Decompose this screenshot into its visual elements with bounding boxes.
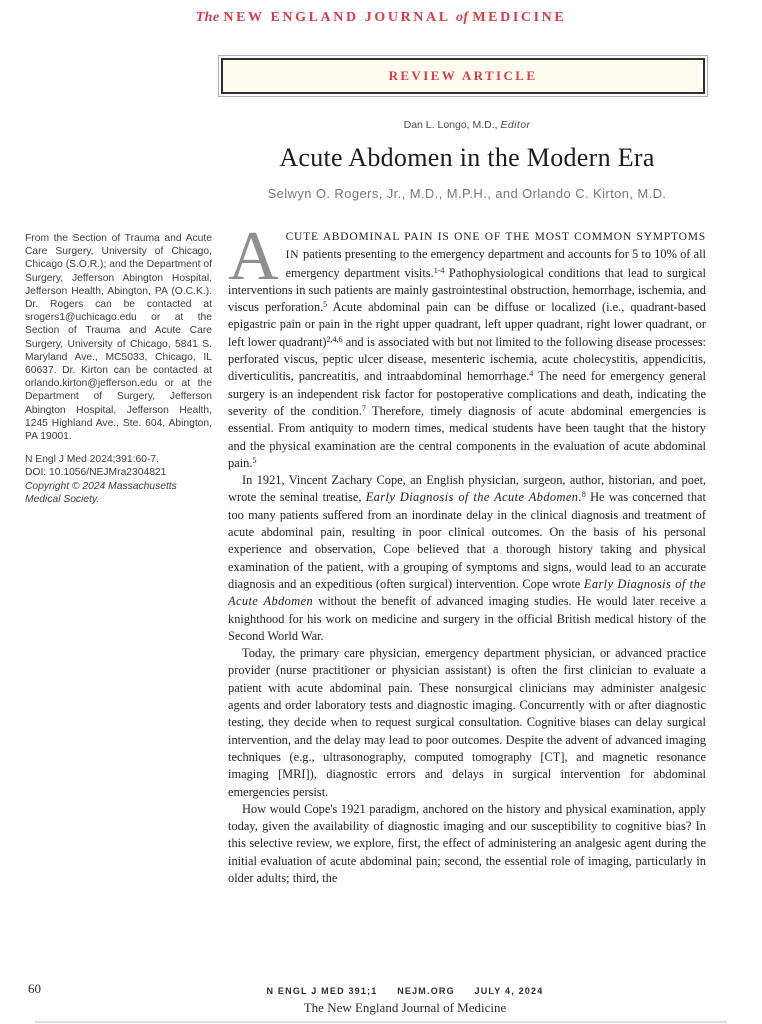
text-segment: The [195,10,224,25]
text-segment: Editor [500,119,531,131]
text-segment: Dan L. Longo, M.D., [403,119,501,131]
text-segment: He was concerned that too many patients suffered from an inordinate delay in the clinical diagnosis and treatment of acute abdominal pain, resulting in poor clinical outcomes. On the basis of his personal experience and observation, Cope believed that a thorough history taking and physical examination of the patient, with a grouping of symptoms and signs, would lead to an accurate diagnosis and an expeditious (often surgical) intervention. Cope wrote [228,490,706,591]
body-paragraph [228,801,706,887]
author-line: Selwyn O. Rogers, Jr., M.D., M.P.H., and Orlando C. Kirton, M.D. [267,186,667,201]
article-type-label: REVIEW ARTICLE [388,68,538,83]
text-segment: 7 [361,403,366,413]
footer-date: JULY 4, 2024 [474,986,544,996]
text-segment: Therefore, timely diagnosis of acute abdominal emergencies is essential. From antiquity to modern times, medical students have been taught that the history and the physical examination are the central components in the evaluation of acute abdominal pain. [228,403,706,470]
text-segment: of [455,10,473,25]
body-paragraph [228,645,706,801]
text-segment: NEW ENGLAND JOURNAL [223,10,456,25]
article-type-banner [221,58,705,94]
journal-name-line: The New England Journal of Medicine [303,1000,507,1015]
footer-site: NEJM.ORG [397,986,455,996]
body-paragraph [228,228,706,472]
text-segment: and is associated with but not limited to the following disease processes: perforated viscus, peptic ulcer disease, mesenteric ischemia, acute cholecystitis, appendicitis, diverticulitis, pancreatitis, and intraabdominal hemorrhage. [228,334,706,384]
text-segment: Acute abdominal pain can be diffuse or localized (i.e., quadrant-based epigastric pain or pain in the right upper quadrant, left upper quadrant, right lower quadrant, or left lower quadrant) [228,300,706,349]
journal-masthead [56,10,706,26]
text-segment: Early Diagnosis of the Acute Abdomen. [365,490,582,505]
drop-cap: A [228,228,279,295]
text-segment: How would Cope's 1921 paradigm, anchored on the history and physical examination, apply today, given the availability of diagnostic imaging and our susceptibility to cognitive bias? In this selective review, we explore, first, the effect of administering an analgesic agent during the initial evaluation of acute abdominal pain; second, the essential role of imaging, particularly in older adults; third, the [228,801,706,885]
text-segment: 5 [252,455,257,465]
page-number: 60 [28,981,41,996]
text-segment: 8 [581,490,586,500]
text-segment: CUTE ABDOMINAL PAIN IS ONE OF THE MOST COMMON SYMPTOMS IN [285,231,706,262]
page-cutoff-line [35,1021,727,1023]
running-footer [130,986,680,996]
editor-line [228,119,706,131]
affiliation-note: From the Section of Trauma and Acute Care Surgery, University of Chicago, Chicago (S.O.R.); and the Department of Surgery, Jefferson Abington Hospital, Jefferson Health, Abington, PA (O.C.K.). Dr. Rogers can be contacted at srogers1@uchicago.edu or at the Section of Trauma and Acute Care Surgery, University of Chicago, 5841 S. Maryland Ave., MC5033, Chicago, IL 60637. Dr. Kirton can be contacted at orlando.kirton@jefferson.edu or at the Department of Surgery, Jefferson Abington Hospital, Jefferson Health, 1245 Highland Ave., Ste. 604, Abington, PA 19001. [25,233,212,443]
doi-line: DOI: 10.1056/NEJMra2304821 [25,467,167,479]
text-segment: Today, the primary care physician, emergency department physician, or advanced practice provider (nurse practitioner or physician assistant) is often the first clinician to evaluate a patient with acute abdominal pain. These nonsurgical clinicians may administer analgesic agents and order laboratory tests and diagnostic imaging. Concurrently with or after diagnostic testing, they decide when to request surgical consultation. Cognitive biases can delay surgical intervention, and the delay may lead to poor outcomes. Despite the advent of advanced imaging techniques (e.g., ultrasonography, computed tomography [CT], and magnetic resonance imaging [MRI]), diagnostic errors and delays in surgical intervention for abdominal emergencies persist. [228,646,706,799]
article-title: Acute Abdomen in the Modern Era [279,143,655,172]
margin-notes [25,232,212,506]
body-paragraph [228,472,706,645]
text-segment: MEDICINE [472,10,567,25]
text-segment: 2,4,6 [326,334,343,344]
text-segment: without the benefit of advanced imaging studies. He would later receive a knighthood for his work on medicine and surgery in the official British medical history of the Second World War. [228,594,706,643]
citation-line: N Engl J Med 2024;391:60-7. [25,454,159,466]
footer-journal-ref: N ENGL J MED 391;1 [266,986,378,996]
text-segment: The need for emergency general surgery is an independent risk factor for postoperative complications and death, indicating the severity of the condition. [228,369,706,418]
text-segment: 1-4 [433,265,445,275]
citation-block [25,453,212,506]
text-segment: Early Diagnosis of the Acute Abdomen [228,576,706,609]
copyright-line: Copyright © 2024 Massachusetts Medical Society. [25,480,177,505]
text-segment: Pathophysiological conditions that lead to surgical interventions in such patients are mainly gastrointestinal obstruction, hemorrhage, ischemia, and viscus perforation. [228,265,706,315]
article-body [228,228,706,970]
text-segment: 4 [529,369,534,379]
text-segment: In 1921, Vincent Zachary Cope, an English physician, surgeon, author, historian, and poet, wrote the seminal treatise, [228,473,706,505]
text-segment: patients presenting to the emergency department and accounts for 5 to 10% of all emergency department visits. [285,247,706,280]
text-segment: 5 [323,300,328,310]
